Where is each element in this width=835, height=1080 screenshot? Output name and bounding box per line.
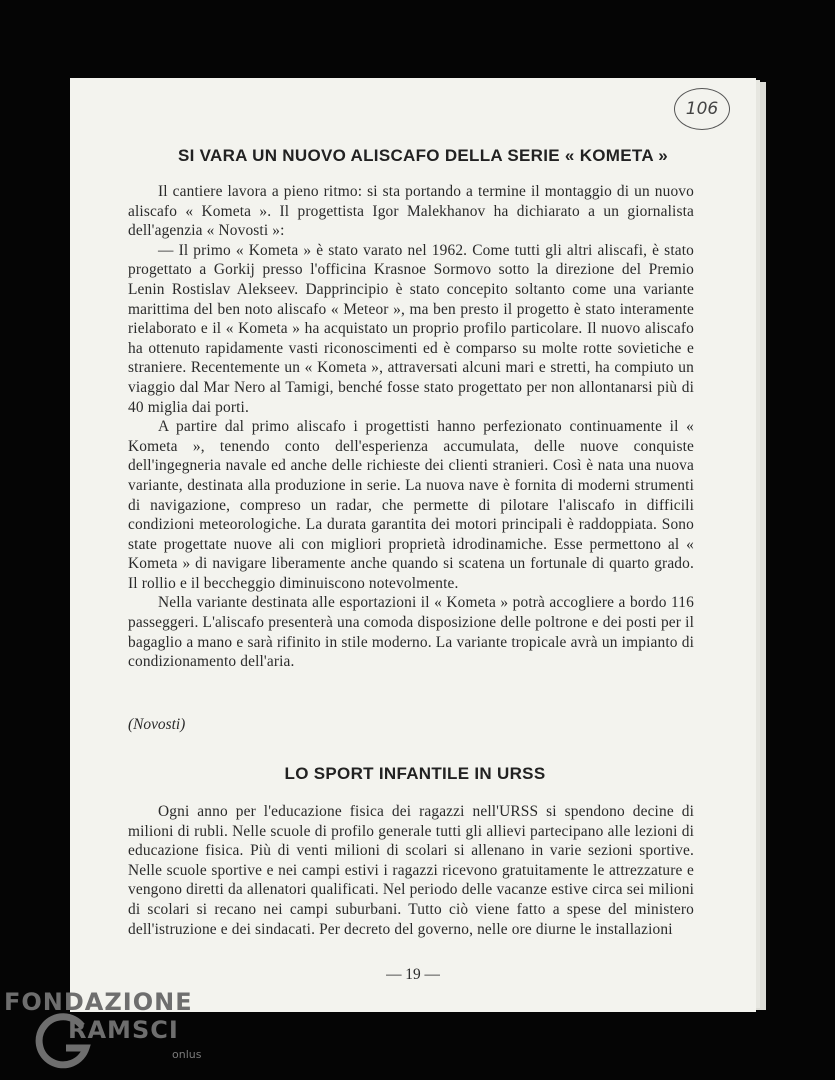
article1-paragraph: — Il primo « Kometa » è stato varato nel 1962. Come tutti gli altri aliscafi, è stato progettato a Gorkij presso l'officina Krasnoe Sormovo sotto la direzione del Premio Lenin Rostislav Alekseev. Dapprincipio è stato concepito soltanto come una variante marittima del ben noto aliscafo « Meteor », ma ben presto il progetto è stato interamente rielaborato e il « Kometa » ha acquistato un proprio profilo particolare. Il nuovo aliscafo ha ottenuto rapidamente vasti riconoscimenti ed è comparso su molte rotte sovietiche e straniere. Recentemente un « Kometa », attraversati alcuni mari e stretti, ha compiuto un viaggio dal Mar Nero al Tamigi, benché fosse stato progettato per non allontanarsi più di 40 miglia dai porti.	[128, 241, 694, 416]
article1-paragraph: Il cantiere lavora a pieno ritmo: si sta portando a termine il montaggio di un nuovo aliscafo « Kometa ». Il progettista Igor Malekhanov ha dichiarato a un giornalista dell'agenzia « Novosti »:	[128, 183, 694, 240]
article1-paragraph: A partire dal primo aliscafo i progettisti hanno perfezionato continuamente il « Kometa », tenendo conto dell'esperienza accumulata, delle nuove conquiste dell'ingegneria navale ed anche delle richieste dei clienti stranieri. Così è nata una nuova variante, destinata alla produzione in serie. La nuova nave è fornita di moderni strumenti di navigazione, compreso un radar, che permette di pilotare l'aliscafo in difficili condizioni meteorologiche. La durata garantita dei motori principali è raddoppiata. Sono state progettate nuove ali con migliori proprietà idrodinamiche. Esse permettono al « Kometa » di navigare liberamente anche quando si scatena un fortunale di quarto grado. Il rollio e il beccheggio diminuiscono notevolmente.	[128, 418, 694, 592]
article1-title: SI VARA UN NUOVO ALISCAFO DELLA SERIE « KOMETA »	[177, 146, 669, 165]
handwritten-page-number: 106	[674, 88, 730, 130]
document-page	[70, 78, 756, 1012]
article1-paragraph: Nella variante destinata alle esportazioni il « Kometa » potrà accogliere a bordo 116 passeggeri. L'aliscafo presenterà una comoda disposizione delle poltrone e dei posti per il bagaglio a mano e sarà rifinito in stile moderno. La variante tropicale avrà un impianto di condizionamento dell'aria.	[128, 594, 694, 671]
fondazione-gramsci-watermark	[4, 988, 224, 1078]
article2-paragraph: Ogni anno per l'educazione fisica dei ragazzi nell'URSS si spendono decine di milioni di rubli. Nelle scuole di profilo generale tutti gli allievi partecipano alle lezioni di educazione fisica. Più di venti milioni di scolari si allenano in varie sezioni sportive. Nelle scuole sportive e nei campi estivi i ragazzi ricevono gratuitamente le attrezzature e vengono diretti da allenatori qualificati. Nel periodo delle vacanze estive circa sei milioni di scolari si recano nei campi suburbani. Tutto ciò viene fatto a spese del ministero dell'istruzione e dei sindacati. Per decreto del governo, nelle ore diurne le installazioni	[128, 803, 694, 938]
page-footer-number: — 19 —	[386, 966, 440, 983]
article1-body	[128, 182, 694, 672]
article1-source: (Novosti)	[128, 716, 186, 733]
watermark-line1: FONDAZIONE	[4, 988, 193, 1016]
article2-body	[128, 802, 694, 939]
watermark-onlus: onlus	[172, 1048, 202, 1061]
article2-title: LO SPORT INFANTILE IN URSS	[284, 764, 546, 783]
watermark-line2: RAMSCI	[68, 1016, 179, 1044]
